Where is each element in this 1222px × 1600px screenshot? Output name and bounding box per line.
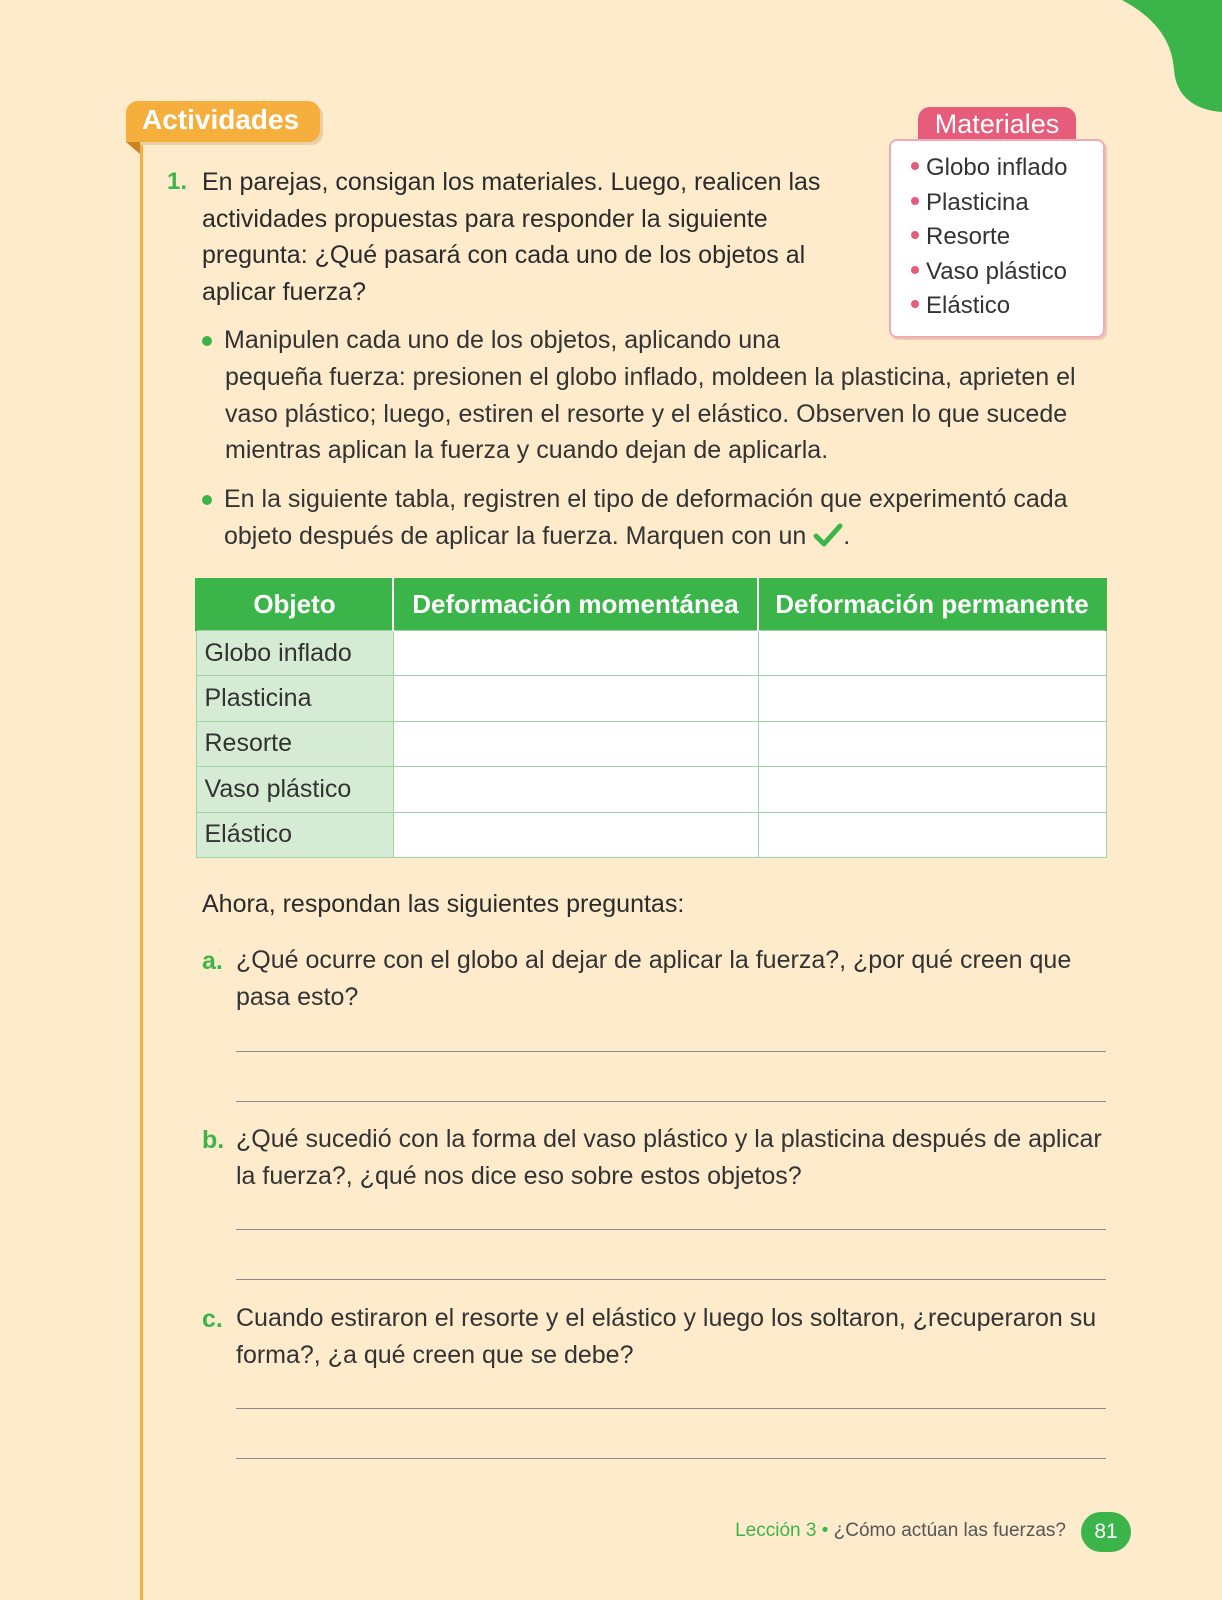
- answer-line-c2[interactable]: [236, 1458, 1106, 1459]
- momentary-cell[interactable]: [393, 812, 758, 857]
- answer-line-a2[interactable]: [236, 1101, 1106, 1102]
- answer-line-b1[interactable]: [236, 1229, 1106, 1230]
- corner-decoration: [1122, 0, 1222, 112]
- material-item: Resorte: [911, 220, 1103, 255]
- answer-line-a1[interactable]: [236, 1051, 1106, 1052]
- bullet-1-first-line: Manipulen cada uno de los objetos, aplicando una: [224, 326, 780, 354]
- bullet-dot-icon: [911, 300, 919, 308]
- instruction-bullet-2: [202, 481, 1102, 554]
- materials-title: Materiales: [918, 107, 1076, 141]
- footer-title: ¿Cómo actúan las fuerzas?: [833, 1520, 1066, 1541]
- instruction-bullet-1: [202, 322, 1092, 359]
- material-item: Plasticina: [911, 186, 1103, 221]
- bullet-2-suffix: .: [843, 521, 851, 550]
- material-item: Globo inflado: [911, 151, 1103, 186]
- materials-box: [889, 139, 1105, 338]
- permanent-cell[interactable]: [758, 721, 1106, 766]
- object-cell: Resorte: [196, 721, 393, 766]
- table-row: [196, 812, 1106, 857]
- activity-instructions: En parejas, consigan los materiales. Luego, realicen las actividades propuestas para responder la siguiente pregunta: ¿Qué pasará con cada uno de los objetos al aplicar fuerza?: [202, 168, 821, 306]
- bullet-dot-icon: [202, 336, 212, 346]
- material-item: Elástico: [911, 289, 1103, 324]
- header-permanent: Deformación permanente: [758, 578, 1106, 631]
- momentary-cell[interactable]: [393, 767, 758, 812]
- question-b-text: ¿Qué sucedió con la forma del vaso plástico y la plasticina después de aplicar la fuerza?, ¿qué nos dice eso sobre estos objetos?: [236, 1125, 1102, 1190]
- answer-line-b2[interactable]: [236, 1279, 1106, 1280]
- footer-lesson-info: [735, 1520, 1066, 1542]
- bullet-dot-icon: [911, 162, 919, 170]
- momentary-cell[interactable]: [393, 676, 758, 721]
- materials-list: [891, 141, 1103, 324]
- question-a-letter: a.: [202, 947, 223, 975]
- object-cell: Plasticina: [196, 676, 393, 721]
- permanent-cell[interactable]: [758, 812, 1106, 857]
- bullet-2-text: En la siguiente tabla, registren el tipo de deformación que experimentó cada objeto después de aplicar la fuerza. Marquen con un: [224, 485, 1068, 550]
- object-cell: Elástico: [196, 812, 393, 857]
- table-header-row: [196, 578, 1106, 631]
- table-row: [196, 676, 1106, 721]
- question-a-text: ¿Qué ocurre con el globo al dejar de aplicar la fuerza?, ¿por qué creen que pasa esto?: [236, 946, 1072, 1011]
- table-row: [196, 767, 1106, 812]
- check-icon: [813, 522, 843, 548]
- question-c-text: Cuando estiraron el resorte y el elástico y luego los soltaron, ¿recuperaron su forma?, ¿a qué creen que se debe?: [236, 1304, 1097, 1369]
- material-item: Vaso plástico: [911, 255, 1103, 290]
- answer-line-c1[interactable]: [236, 1408, 1106, 1409]
- header-momentary: Deformación momentánea: [393, 578, 758, 631]
- permanent-cell[interactable]: [758, 631, 1106, 676]
- object-cell: Globo inflado: [196, 631, 393, 676]
- footer-separator: •: [816, 1520, 834, 1541]
- bullet-dot-icon: [911, 231, 919, 239]
- table-row: [196, 721, 1106, 766]
- momentary-cell[interactable]: [393, 721, 758, 766]
- header-object: Objeto: [196, 578, 393, 631]
- page-number: 81: [1081, 1512, 1131, 1552]
- momentary-cell[interactable]: [393, 631, 758, 676]
- activities-tab-label: Actividades: [142, 104, 300, 135]
- activities-tab: [126, 101, 320, 142]
- bullet-1-continuation: pequeña fuerza: presionen el globo inflado, moldeen la plasticina, aprieten el vaso plástico; luego, estiren el resorte y el elástico. Observen lo que sucede mientras aplican la fuerza y cuando dejan de aplicarla.: [225, 363, 1076, 464]
- table-row: [196, 631, 1106, 676]
- object-cell: Vaso plástico: [196, 767, 393, 812]
- bullet-dot-icon: [911, 197, 919, 205]
- tab-fold: [126, 142, 140, 154]
- permanent-cell[interactable]: [758, 767, 1106, 812]
- questions-title: Ahora, respondan las siguientes preguntas:: [202, 890, 685, 918]
- deformation-table: [195, 578, 1107, 858]
- footer-lesson: Lección 3: [735, 1520, 817, 1541]
- bullet-dot-icon: [911, 266, 919, 274]
- activity-number: 1.: [167, 168, 188, 195]
- margin-line: [140, 140, 143, 1600]
- bullet-dot-icon: [202, 495, 212, 505]
- question-c-letter: c.: [202, 1305, 223, 1333]
- question-b-letter: b.: [202, 1126, 225, 1154]
- permanent-cell[interactable]: [758, 676, 1106, 721]
